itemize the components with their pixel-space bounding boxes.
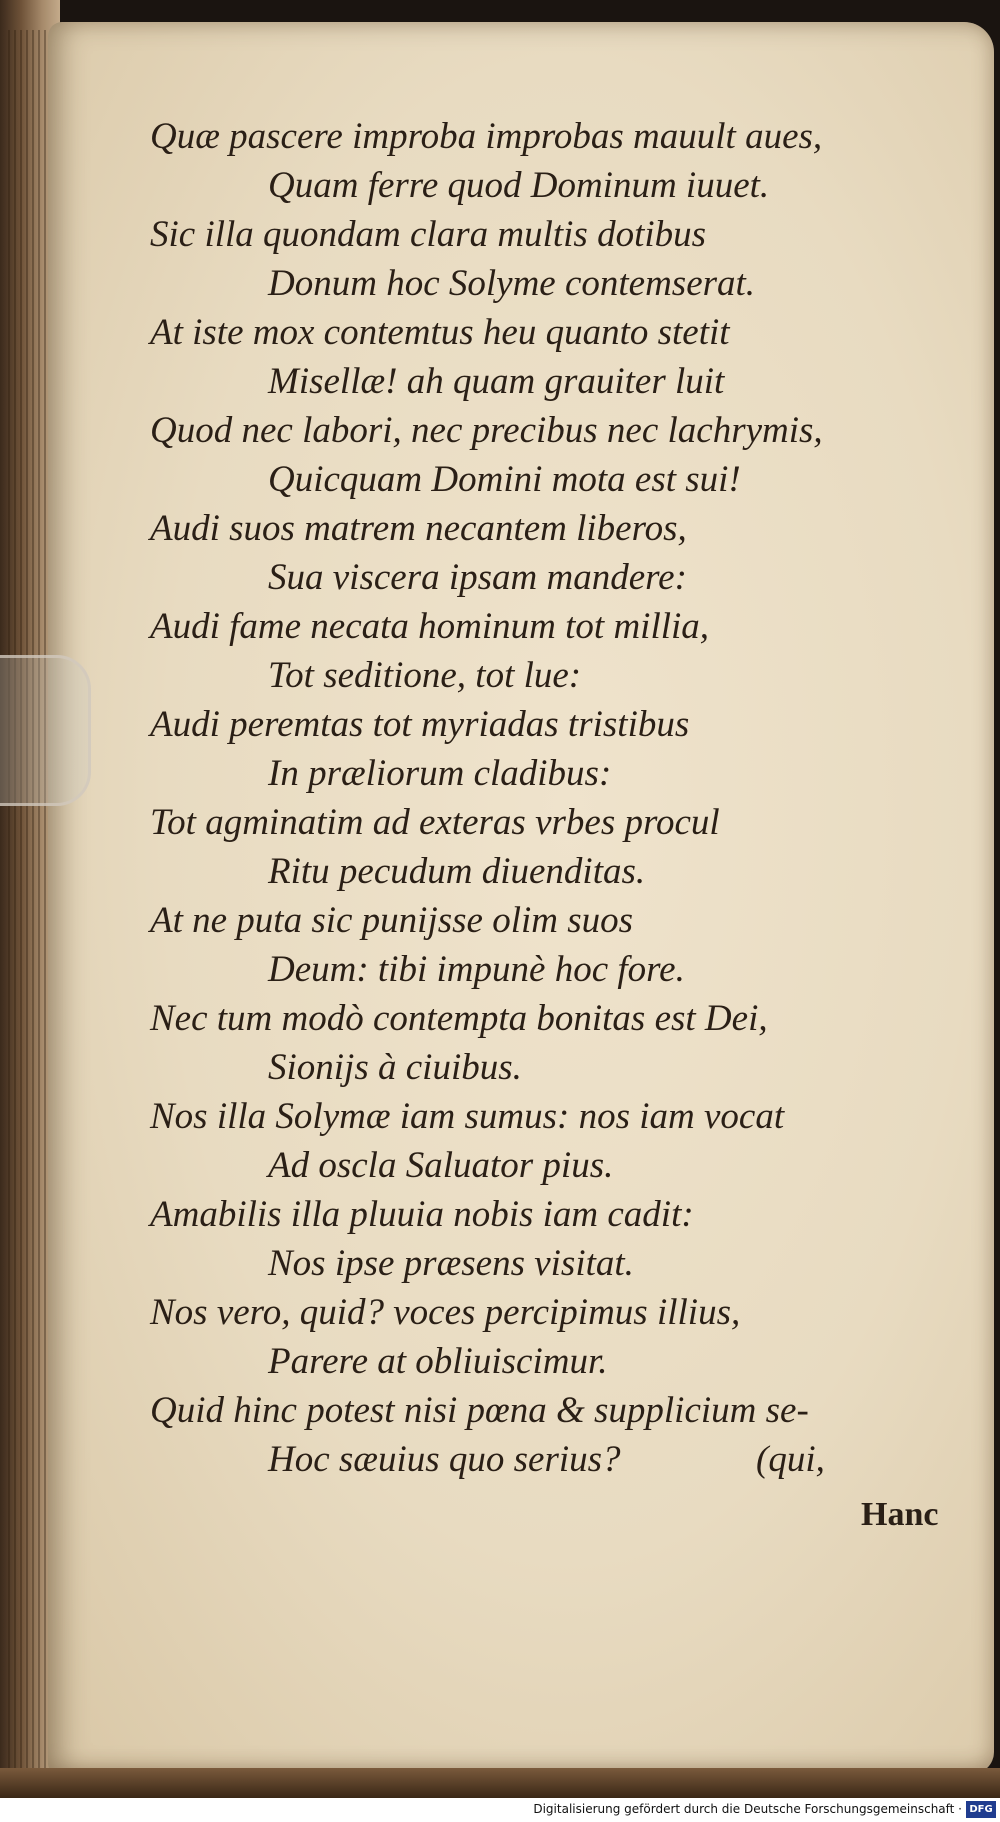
poem-line: Sua viscera ipsam mandere:	[268, 557, 687, 598]
poem-line: Sionijs à ciuibus.	[268, 1047, 522, 1088]
poem-line: Misellæ! ah quam grauiter luit	[268, 361, 725, 402]
poem-line: Amabilis illa pluuia nobis iam cadit:	[150, 1194, 694, 1235]
dfg-logo: DFG	[966, 1801, 996, 1818]
poem-line: Tot seditione, tot lue:	[268, 655, 582, 696]
poem-line: Quicquam Domini mota est sui!	[268, 459, 741, 500]
poem-line: Tot agminatim ad exteras vrbes procul	[150, 802, 720, 843]
poem-line-text: Hoc sæuius quo serius?	[268, 1439, 621, 1480]
poem-line: Parere at obliuiscimur.	[268, 1341, 608, 1382]
poem-line: Sic illa quondam clara multis dotibus	[150, 214, 707, 255]
catchword: Hanc	[861, 1496, 939, 1533]
poem-line: Nos vero, quid? voces percipimus illius,	[150, 1292, 741, 1333]
poem-line: At iste mox contemtus heu quanto stetit	[150, 312, 730, 353]
page-clip	[0, 655, 91, 806]
poem-line: In præliorum cladibus:	[268, 753, 612, 794]
poem-line: At ne puta sic punijsse olim suos	[150, 900, 634, 941]
poem-line: Deum: tibi impunè hoc fore.	[268, 949, 685, 990]
digitization-footer	[0, 1798, 1000, 1822]
poem-line: Nec tum modò contempta bonitas est Dei,	[150, 998, 768, 1039]
poem-line: Donum hoc Solyme contemserat.	[268, 263, 756, 304]
poem-line: Quam ferre quod Dominum iuuet.	[268, 165, 770, 206]
page-edges	[8, 30, 48, 1770]
poem-line: Audi peremtas tot myriadas tristibus	[150, 704, 690, 745]
poem-line: Quod nec labori, nec precibus nec lachrymis,	[150, 410, 823, 451]
poem-line: Audi fame necata hominum tot millia,	[150, 606, 710, 647]
poem-line: Ad oscla Saluator pius.	[268, 1145, 614, 1186]
book-bottom-edge	[0, 1768, 1000, 1798]
poem-text	[150, 112, 930, 1484]
poem-line: Audi suos matrem necantem liberos,	[150, 508, 687, 549]
poem-line: Quæ pascere improba improbas mauult aues,	[150, 116, 823, 157]
poem-line: Nos illa Solymæ iam sumus: nos iam vocat	[150, 1096, 785, 1137]
poem-line: Quid hinc potest nisi pœna & supplicium se-	[150, 1390, 809, 1431]
poem-line: Nos ipse præsens visitat.	[268, 1243, 634, 1284]
poem-line	[150, 1435, 930, 1484]
turnover-word: (qui,	[756, 1439, 825, 1480]
footer-credit: Digitalisierung gefördert durch die Deutsche Forschungsgemeinschaft ·	[533, 1802, 962, 1816]
poem-line: Ritu pecudum diuenditas.	[268, 851, 646, 892]
